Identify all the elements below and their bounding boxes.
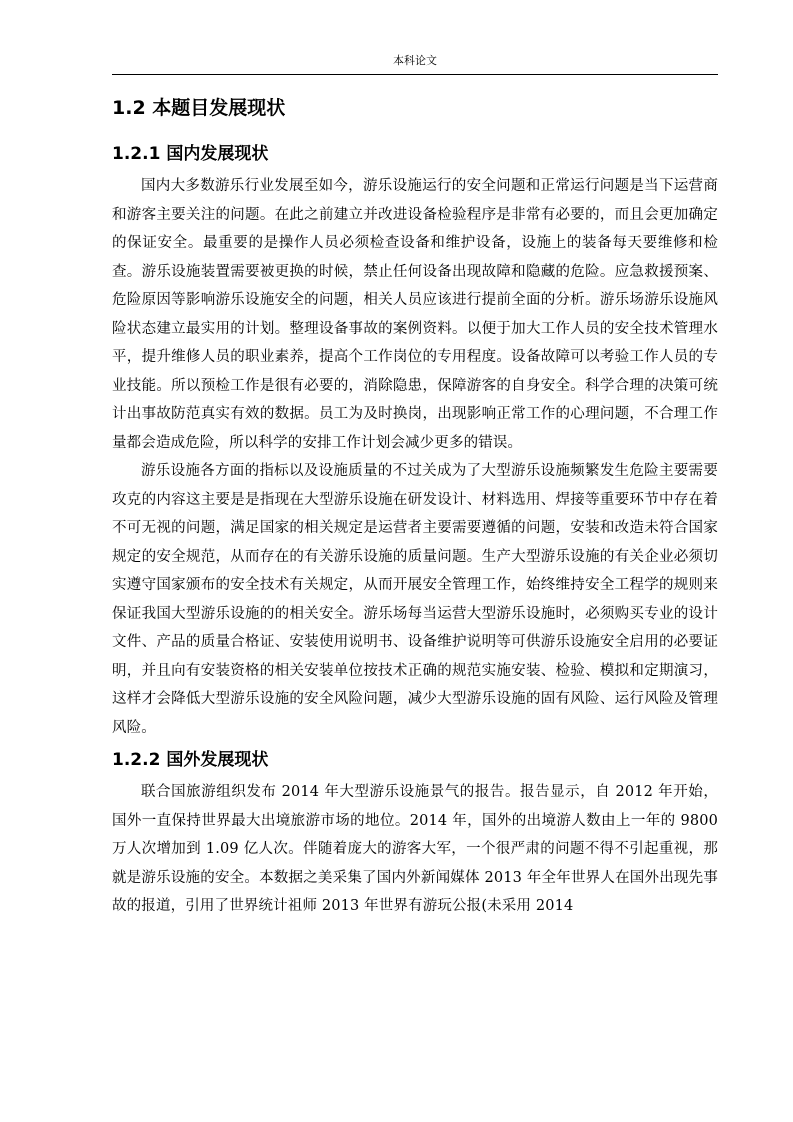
header-rule	[112, 74, 718, 75]
page-header	[112, 52, 718, 76]
header-title: 本科论文	[393, 54, 437, 67]
paragraph-domestic-1: 国内大多数游乐行业发展至如今，游乐设施运行的安全问题和正常运行问题是当下运营商和游客主要关注的问题。在此之前建立并改进设备检验程序是非常有必要的，而且会更加确定的保证安全。最重要的是操作人员必须检查设备和维护设备，设施上的装备每天要维修和检查。游乐设施装置需要被更换的时候，禁止任何设备出现故障和隐藏的危险。应急救援预案、危险原因等影响游乐设施安全的问题，相关人员应该进行提前全面的分析。游乐场游乐设施风险状态建立最实用的计划。整理设备事故的案例资料。以便于加大工作人员的安全技术管理水平，提升维修人员的职业素养，提高个工作岗位的专用程度。设备故障可以考验工作人员的专业技能。所以预检工作是很有必要的，消除隐患，保障游客的自身安全。科学合理的决策可统计出事故防范真实有效的数据。员工为及时换岗，出现影响正常工作的心理问题，不合理工作量都会造成危险，所以科学的安排工作计划会减少更多的错误。	[112, 178, 718, 451]
page-content	[112, 88, 718, 921]
paragraph-domestic-2: 游乐设施各方面的指标以及设施质量的不过关成为了大型游乐设施频繁发生危险主要需要攻克的内容这主要是是指现在大型游乐设施在研发设计、材料选用、焊接等重要环节中存在着不可无视的问题，满足国家的相关规定是运营者主要需要遵循的问题，安装和改造未符合国家规定的安全规范，从而存在的有关游乐设施的质量问题。生产大型游乐设施的有关企业必须切实遵守国家颁布的安全技术有关规定，从而开展安全管理工作，始终维持安全工程学的规则来保证我国大型游乐设施的的相关安全。游乐场每当运营大型游乐设施时，必须购买专业的设计文件、产品的质量合格证、安装使用说明书、设备维护说明等可供游乐设施安全启用的必要证明，并且向有安装资格的相关安装单位按技术正确的规范实施安装、检验、模拟和定期演习，这样才会降低大型游乐设施的安全风险问题，减少大型游乐设施的固有风险、运行风险及管理风险。	[112, 463, 718, 736]
paragraph-foreign-1: 联合国旅游组织发布 2014 年大型游乐设施景气的报告。报告显示，自 2012 年开始，国外一直保持世界最大出境旅游市场的地位。2014 年，国外的出境游人数由上一年的 9800 万人次增加到 1.09 亿人次。伴随着庞大的游客大军，一个很严肃的问题不得不引起重视，那就是游乐设施的安全。本数据之美采集了国内外新闻媒体 2013 年全年世界人在国外出现先事故的报道，引用了世界统计祖师 2013 年世界有游玩公报(未采用 2014	[112, 784, 718, 914]
subsection-heading-domestic: 1.2.1 国内发展现状	[112, 144, 269, 164]
section-heading: 1.2 本题目发展现状	[112, 97, 286, 119]
subsection-heading-foreign: 1.2.2 国外发展现状	[112, 750, 269, 770]
